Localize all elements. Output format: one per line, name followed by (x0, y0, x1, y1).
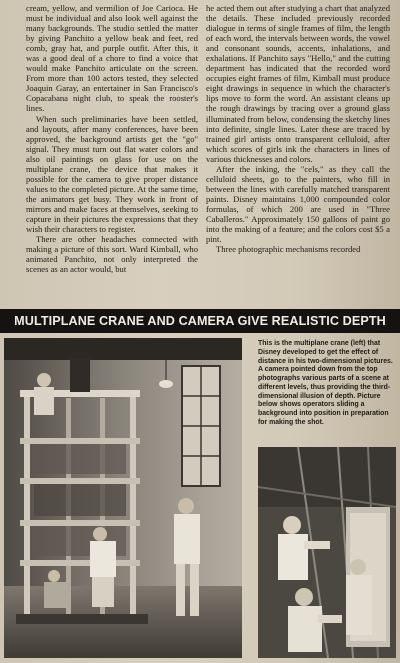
multiplane-crane-photo (4, 338, 242, 658)
section-banner (0, 309, 400, 333)
article-left-column (26, 3, 198, 274)
paragraph: When such preliminaries have been settled, and layouts, after many conferences, have been approved, the background artists get the "go" signal. They must turn out flat water colors and also oil paintings on glass for use on the multiplane crane, the device that makes it possible for the camera to give proper distance values to the completed picture. At the same time, the animators get busy. They work in front of mirrors and make faces at themselves, seeking to capture in their pictures the expressions that they wish their characters to register. (26, 113, 198, 235)
paragraph: There are other headaches connected with making a picture of this sort. Ward Kimball, who animated Panchito, not only interpreted the scenes as an actor would, but (26, 234, 198, 275)
paragraph: Three photographic mechanisms recorded (216, 244, 361, 255)
banner-title: MULTIPLANE CRANE AND CAMERA GIVE REALISTIC DEPTH (14, 314, 386, 328)
operators-background-photo (258, 447, 396, 658)
paragraph: After the inking, the "cels," as they call the celluloid sheets, go to the painters, who fill in between the lines with carefully matched transparent paints. Disney maintains 1,000 compounded color formulas, of which 200 are used in "Three Caballeros." Approximately 150 gallons of paint go into the making of a feature; and the colors cost $5 a pint. (206, 163, 390, 245)
paragraph: cream, yellow, and vermilion of Joe Carioca. He must be individual and also look well against the many backgrounds. The studio settled the matter by giving Panchito a yellow beak and feet, red comb, gray hat, and purple outfit. After this, it was a good deal of a chore to find a voice that would make Panchito articulate on the screen. From more than 100 actors tested, they selected Joaquin Garay, an entertainer in San Francisco's Copacabana night club, to speak the rooster's lines. (26, 3, 198, 114)
article-right-column (206, 3, 390, 254)
photo-caption: This is the multiplane crane (left) that Disney developed to get the effect of distance in his two-dimensional pictures. A camera pointed down from the top photographs various parts of a scene at different levels, thus providing the third-dimensional illusion of depth. Picture below shows operators sliding a background into position in preparation for making the shot. (258, 340, 393, 426)
paragraph: he acted them out after studying a chart that analyzed the details. These included previously recorded dialogue in terms of single frames of film, the length of each word, the intervals between words, the vowel and consonant sounds, accents, inhalations, and exhalations. If Panchito says "Hello," and the cutting department has indicated that the recorded word occupies eight frames of film, Kimball must produce eight drawings in sequence in which the character's lips move to form the word. An assistant cleans up the rough drawings by tracing over a ground glass illuminated from below, condensing the sketchy lines into definite, single lines. Later these are traced by trained girl artists onto transparent celluloid, after which scores of girls ink the characters in lines of various thicknesses and colors. (206, 3, 390, 164)
